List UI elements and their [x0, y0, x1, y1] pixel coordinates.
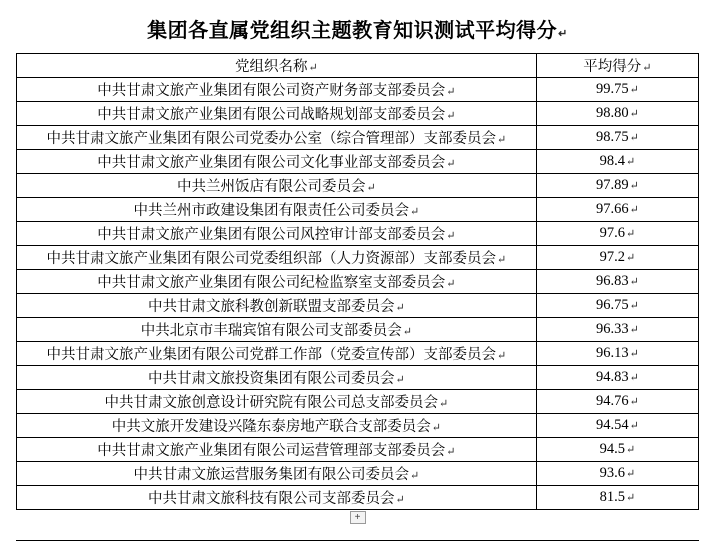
paragraph-mark: ↵ — [625, 228, 636, 240]
page-title-text: 集团各直属党组织主题教育知识测试平均得分 — [147, 20, 558, 42]
cell-org-name — [17, 126, 537, 150]
paragraph-mark: ↵ — [395, 494, 405, 506]
cell-org-name — [17, 390, 537, 414]
cell-average-score-text: 98.80 — [595, 105, 629, 121]
cell-average-score — [536, 294, 698, 318]
paragraph-mark: ↵ — [402, 326, 412, 338]
table-row — [17, 390, 699, 414]
cell-average-score-text: 94.83 — [595, 369, 629, 385]
paragraph-mark: ↵ — [625, 156, 636, 168]
cell-org-name — [17, 174, 537, 198]
cell-org-name-text: 中共甘肃文旅产业集团有限公司战略规划部支部委员会 — [97, 107, 446, 123]
paragraph-mark: ↵ — [446, 86, 456, 98]
table-row — [17, 150, 699, 174]
table-row — [17, 438, 699, 462]
paragraph-mark: ↵ — [410, 206, 420, 218]
cell-org-name-text: 中共甘肃文旅产业集团有限公司党群工作部（党委宣传部）支部委员会 — [46, 347, 497, 363]
cell-average-score — [536, 174, 698, 198]
cell-average-score — [536, 222, 698, 246]
table-body — [17, 78, 699, 510]
page-title — [0, 0, 715, 53]
cell-average-score-text: 97.89 — [595, 177, 629, 193]
table-row — [17, 414, 699, 438]
table-row — [17, 126, 699, 150]
paragraph-mark: ↵ — [439, 398, 449, 410]
paragraph-mark: ↵ — [625, 252, 636, 264]
cell-org-name-text: 中共甘肃文旅产业集团有限公司文化事业部支部委员会 — [97, 155, 446, 171]
cell-average-score-text: 96.75 — [595, 297, 629, 313]
table-row — [17, 270, 699, 294]
cell-average-score-text: 94.54 — [595, 417, 629, 433]
table-row — [17, 102, 699, 126]
cell-org-name-text: 中共文旅开发建设兴隆东泰房地产联合支部委员会 — [111, 419, 431, 435]
cell-org-name — [17, 78, 537, 102]
cell-average-score — [536, 486, 698, 510]
paragraph-mark: ↵ — [629, 372, 639, 384]
add-row-button[interactable]: + — [350, 511, 366, 524]
paragraph-mark: ↵ — [497, 134, 507, 146]
cell-org-name-text: 中共甘肃文旅投资集团有限公司委员会 — [148, 371, 395, 387]
paragraph-mark: ↵ — [629, 84, 639, 96]
cell-average-score-text: 93.6 — [599, 465, 625, 481]
cell-org-name — [17, 342, 537, 366]
table-row — [17, 198, 699, 222]
cell-org-name — [17, 246, 537, 270]
paragraph-mark: ↵ — [446, 446, 456, 458]
cell-org-name — [17, 366, 537, 390]
cell-org-name — [17, 414, 537, 438]
table-row — [17, 174, 699, 198]
paragraph-mark: ↵ — [431, 422, 441, 434]
cell-org-name-text: 中共兰州饭店有限公司委员会 — [177, 179, 366, 195]
table-row — [17, 318, 699, 342]
paragraph-mark: ↵ — [642, 62, 652, 74]
paragraph-mark: ↵ — [308, 62, 318, 74]
column-header-average-score — [536, 54, 698, 78]
table-header-row — [17, 54, 699, 78]
cell-average-score-text: 97.2 — [599, 249, 625, 265]
scores-table — [16, 53, 699, 510]
table-row — [17, 294, 699, 318]
cell-org-name — [17, 150, 537, 174]
cell-average-score — [536, 246, 698, 270]
cell-org-name-text: 中共甘肃文旅产业集团有限公司风控审计部支部委员会 — [97, 227, 446, 243]
table-container — [0, 53, 715, 510]
cell-average-score-text: 81.5 — [599, 489, 625, 505]
paragraph-mark: ↵ — [629, 180, 639, 192]
cell-average-score-text: 98.75 — [595, 129, 629, 145]
cell-org-name-text: 中共甘肃文旅产业集团有限公司资产财务部支部委员会 — [97, 83, 446, 99]
paragraph-mark: ↵ — [446, 158, 456, 170]
paragraph-mark: ↵ — [497, 254, 507, 266]
paragraph-mark: ↵ — [629, 204, 639, 216]
cell-average-score-text: 94.76 — [595, 393, 629, 409]
paragraph-mark: ↵ — [395, 302, 405, 314]
cell-average-score — [536, 126, 698, 150]
paragraph-mark: ↵ — [446, 110, 456, 122]
paragraph-mark: ↵ — [366, 182, 376, 194]
cell-org-name — [17, 318, 537, 342]
table-header — [17, 54, 699, 78]
add-row-container — [16, 510, 699, 526]
cell-org-name — [17, 462, 537, 486]
cell-org-name-text: 中共甘肃文旅产业集团有限公司纪检监察室支部委员会 — [97, 275, 446, 291]
table-row — [17, 342, 699, 366]
table-row — [17, 246, 699, 270]
paragraph-mark: ↵ — [558, 28, 568, 40]
cell-org-name-text: 中共北京市丰瑞宾馆有限公司支部委员会 — [140, 323, 402, 339]
cell-org-name — [17, 486, 537, 510]
cell-org-name — [17, 270, 537, 294]
cell-average-score — [536, 318, 698, 342]
cell-org-name — [17, 102, 537, 126]
table-row — [17, 366, 699, 390]
cell-org-name-text: 中共甘肃文旅产业集团有限公司党委办公室（综合管理部）支部委员会 — [46, 131, 497, 147]
cell-average-score — [536, 102, 698, 126]
cell-average-score — [536, 366, 698, 390]
paragraph-mark: ↵ — [395, 374, 405, 386]
cell-org-name-text: 中共甘肃文旅运营服务集团有限公司委员会 — [133, 467, 410, 483]
cell-average-score — [536, 390, 698, 414]
page-bottom-rule — [16, 540, 699, 541]
column-header-org-name — [17, 54, 537, 78]
cell-average-score — [536, 198, 698, 222]
cell-average-score-text: 97.66 — [595, 201, 629, 217]
paragraph-mark: ↵ — [629, 324, 639, 336]
cell-average-score-text: 96.13 — [595, 345, 629, 361]
cell-org-name — [17, 198, 537, 222]
cell-org-name-text: 中共甘肃文旅产业集团有限公司运营管理部支部委员会 — [97, 443, 446, 459]
paragraph-mark: ↵ — [625, 492, 636, 504]
paragraph-mark: ↵ — [629, 108, 639, 120]
paragraph-mark: ↵ — [410, 470, 420, 482]
cell-average-score — [536, 438, 698, 462]
cell-average-score-text: 99.75 — [595, 81, 629, 97]
cell-average-score-text: 97.6 — [599, 225, 625, 241]
table-row — [17, 222, 699, 246]
cell-average-score-text: 96.83 — [595, 273, 629, 289]
cell-org-name — [17, 438, 537, 462]
cell-average-score — [536, 414, 698, 438]
cell-average-score — [536, 78, 698, 102]
paragraph-mark: ↵ — [629, 420, 639, 432]
cell-org-name — [17, 294, 537, 318]
cell-org-name-text: 中共甘肃文旅产业集团有限公司党委组织部（人力资源部）支部委员会 — [46, 251, 497, 267]
column-header-average-score-text: 平均得分 — [583, 59, 642, 75]
table-row — [17, 78, 699, 102]
cell-average-score-text: 96.33 — [595, 321, 629, 337]
cell-average-score — [536, 342, 698, 366]
paragraph-mark: ↵ — [629, 396, 639, 408]
table-row — [17, 462, 699, 486]
cell-average-score — [536, 270, 698, 294]
cell-average-score — [536, 150, 698, 174]
paragraph-mark: ↵ — [625, 444, 636, 456]
cell-org-name-text: 中共甘肃文旅科技有限公司支部委员会 — [148, 491, 395, 507]
cell-org-name-text: 中共甘肃文旅科教创新联盟支部委员会 — [148, 299, 395, 315]
paragraph-mark: ↵ — [446, 278, 456, 290]
cell-org-name — [17, 222, 537, 246]
cell-average-score — [536, 462, 698, 486]
table-row — [17, 486, 699, 510]
paragraph-mark: ↵ — [629, 132, 639, 144]
paragraph-mark: ↵ — [629, 300, 639, 312]
paragraph-mark: ↵ — [629, 276, 639, 288]
column-header-org-name-text: 党组织名称 — [235, 59, 308, 75]
paragraph-mark: ↵ — [625, 468, 636, 480]
cell-org-name-text: 中共兰州市政建设集团有限责任公司委员会 — [133, 203, 410, 219]
paragraph-mark: ↵ — [629, 348, 639, 360]
paragraph-mark: ↵ — [497, 350, 507, 362]
cell-average-score-text: 98.4 — [599, 153, 625, 169]
cell-average-score-text: 94.5 — [599, 441, 625, 457]
cell-org-name-text: 中共甘肃文旅创意设计研究院有限公司总支部委员会 — [104, 395, 439, 411]
paragraph-mark: ↵ — [446, 230, 456, 242]
